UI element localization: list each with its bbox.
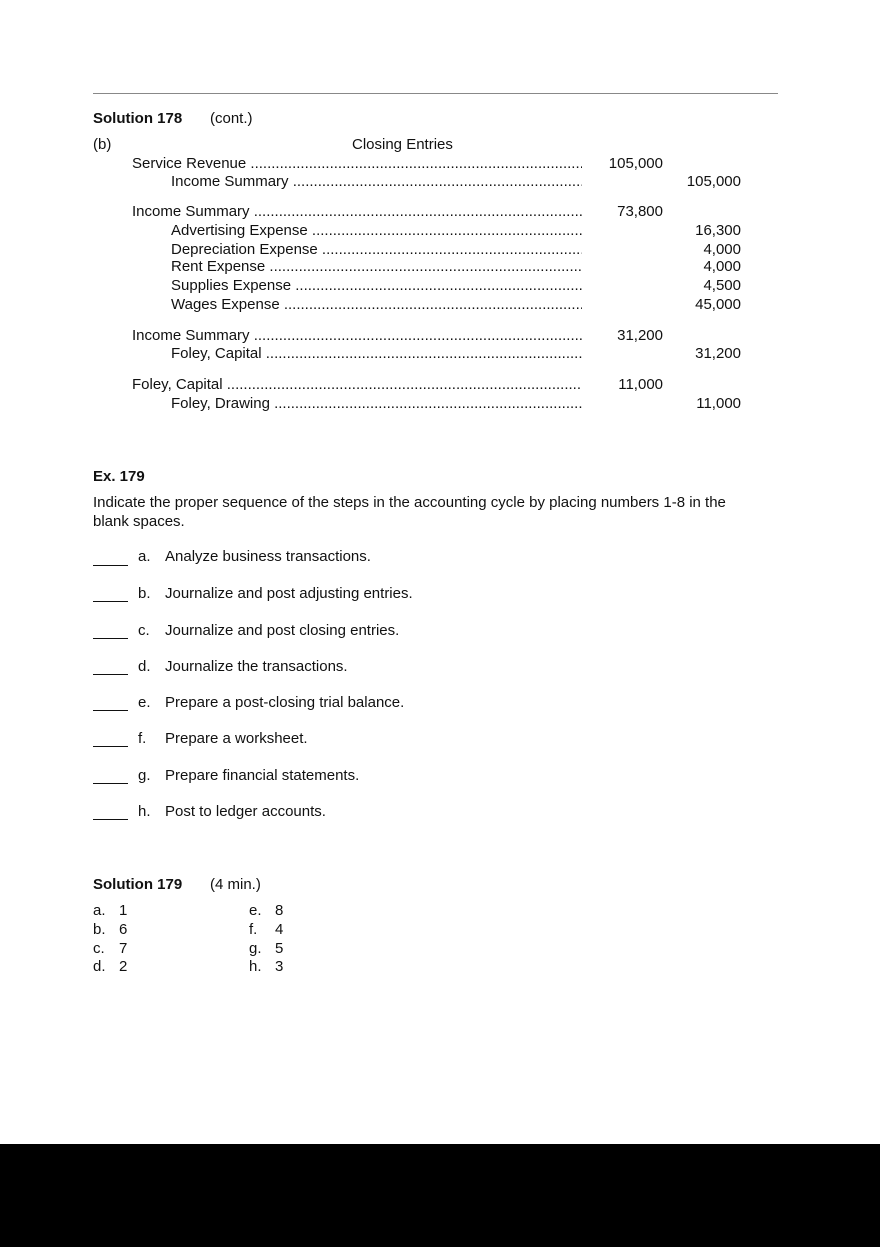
instructions-line-1: Indicate the proper sequence of the steps in the accounting cycle by placing numbers 1-8 in the xyxy=(93,494,726,511)
credit-amount: 11,000 xyxy=(696,395,741,412)
journal-credit-account: Foley, Drawing ..... xyxy=(171,395,582,412)
answer-blank[interactable] xyxy=(93,565,128,566)
credit-amount: 4,500 xyxy=(703,277,741,294)
answer-letter: g. xyxy=(249,940,262,957)
exercise-179-title: Ex. 179 xyxy=(93,468,145,485)
journal-credit-account: Supplies Expense ..... xyxy=(171,277,582,294)
item-letter: b. xyxy=(138,585,151,602)
solution-178-title: Solution 178 xyxy=(93,110,183,127)
item-text: Prepare a worksheet. xyxy=(165,730,308,747)
item-text: Journalize and post closing entries. xyxy=(165,622,400,639)
answer-letter: e. xyxy=(249,902,262,919)
credit-amount: 16,300 xyxy=(695,222,741,239)
answer-value: 6 xyxy=(119,921,128,938)
answer-blank[interactable] xyxy=(93,783,128,784)
part-label: (b) xyxy=(93,136,112,153)
item-text: Post to ledger accounts. xyxy=(165,803,326,820)
item-text: Prepare a post-closing trial balance. xyxy=(165,694,405,711)
answer-blank[interactable] xyxy=(93,746,128,747)
journal-debit-account: Income Summary ..... xyxy=(132,327,582,344)
journal-credit-account: Depreciation Expense ..... xyxy=(171,241,582,258)
journal-debit-account: Income Summary ..... xyxy=(132,203,582,220)
journal-credit-account: Advertising Expense ..... xyxy=(171,222,582,239)
answer-letter: a. xyxy=(93,902,106,919)
item-text: Journalize the transactions. xyxy=(165,658,348,675)
answer-blank[interactable] xyxy=(93,674,128,675)
answer-value: 5 xyxy=(275,940,284,957)
answer-value: 1 xyxy=(119,902,128,919)
answer-value: 7 xyxy=(119,940,128,957)
answer-value: 8 xyxy=(275,902,284,919)
credit-amount: 31,200 xyxy=(695,345,741,362)
closing-entries-heading: Closing Entries xyxy=(352,136,453,153)
journal-debit-account: Service Revenue ..... xyxy=(132,155,582,172)
answer-letter: c. xyxy=(93,940,105,957)
answer-value: 3 xyxy=(275,958,284,975)
credit-amount: 45,000 xyxy=(695,296,741,313)
answer-letter: h. xyxy=(249,958,262,975)
item-letter: g. xyxy=(138,767,151,784)
credit-amount: 105,000 xyxy=(686,173,741,190)
item-letter: h. xyxy=(138,803,151,820)
header-rule xyxy=(93,93,778,94)
answer-blank[interactable] xyxy=(93,710,128,711)
item-letter: f. xyxy=(138,730,147,747)
journal-debit-account: Foley, Capital ..... xyxy=(132,376,582,393)
item-text: Prepare financial statements. xyxy=(165,767,360,784)
journal-credit-account: Foley, Capital ..... xyxy=(171,345,582,362)
instructions-line-2: blank spaces. xyxy=(93,513,185,530)
item-letter: e. xyxy=(138,694,151,711)
journal-credit-account: Rent Expense ..... xyxy=(171,258,582,275)
item-letter: c. xyxy=(138,622,150,639)
solution-179-title: Solution 179 xyxy=(93,876,183,893)
solution-179-note: (4 min.) xyxy=(210,876,261,893)
answer-blank[interactable] xyxy=(93,638,128,639)
item-letter: d. xyxy=(138,658,151,675)
answer-letter: f. xyxy=(249,921,258,938)
debit-amount: 105,000 xyxy=(608,155,663,172)
answer-letter: d. xyxy=(93,958,106,975)
item-letter: a. xyxy=(138,548,151,565)
credit-amount: 4,000 xyxy=(703,258,741,275)
answer-blank[interactable] xyxy=(93,819,128,820)
item-text: Journalize and post adjusting entries. xyxy=(165,585,413,602)
journal-credit-account: Income Summary ..... xyxy=(171,173,582,190)
journal-credit-account: Wages Expense ..... xyxy=(171,296,582,313)
solution-178-note: (cont.) xyxy=(210,110,253,127)
answer-value: 2 xyxy=(119,958,128,975)
answer-letter: b. xyxy=(93,921,106,938)
debit-amount: 31,200 xyxy=(617,327,663,344)
debit-amount: 11,000 xyxy=(618,376,663,393)
answer-value: 4 xyxy=(275,921,284,938)
debit-amount: 73,800 xyxy=(617,203,663,220)
answer-blank[interactable] xyxy=(93,601,128,602)
credit-amount: 4,000 xyxy=(703,241,741,258)
item-text: Analyze business transactions. xyxy=(165,548,371,565)
